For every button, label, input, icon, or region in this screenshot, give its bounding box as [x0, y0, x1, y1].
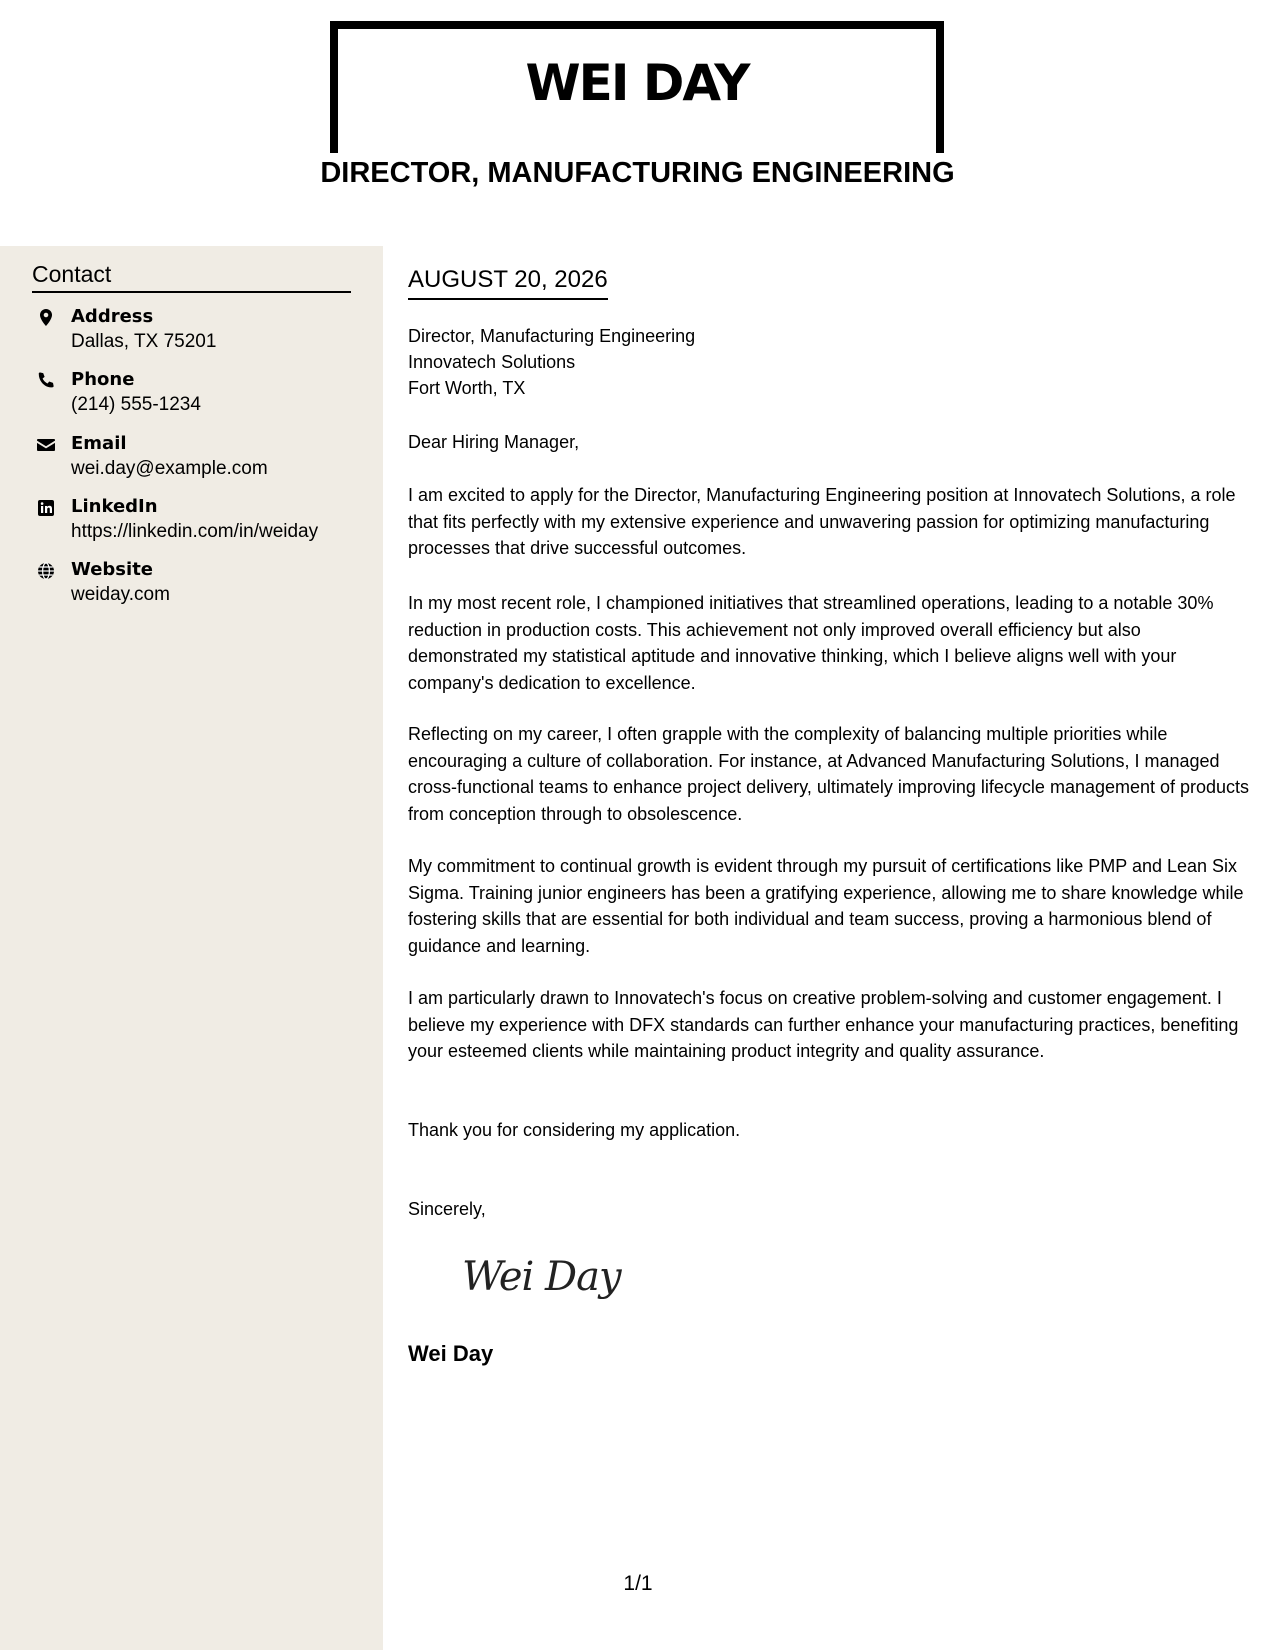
letter-paragraph: I am excited to apply for the Director, Manufacturing Engineering position at Innovatech Solutions, a role that fits perfectly with my extensive experience and unwavering passion for optimizing manufacturing processes that drive successful outcomes. — [408, 485, 1236, 558]
closing: Sincerely, — [408, 1199, 486, 1219]
contact-label: Phone — [71, 369, 135, 390]
contact-item-linkedin — [32, 495, 372, 551]
page-number: 1/1 — [623, 1572, 653, 1595]
contact-item-phone — [32, 368, 372, 424]
contact-item-address — [32, 305, 372, 361]
letter-paragraph: Reflecting on my career, I often grapple with the complexity of balancing multiple priorities while encouraging a culture of collaboration. For instance, at Advanced Manufacturing Solutions, I managed cross-functional teams to enhance project delivery, ultimately improving lifecycle management of products from conception through to obsolescence. — [408, 724, 1250, 824]
contact-label: LinkedIn — [71, 496, 158, 517]
signer-name: Wei Day — [408, 1341, 494, 1366]
phone-value: (214) 555-1234 — [71, 394, 201, 415]
contact-item-website — [32, 558, 372, 614]
globe-icon — [36, 561, 56, 581]
recipient-block — [408, 323, 695, 401]
linkedin-icon — [36, 498, 56, 518]
email-value[interactable]: wei.day@example.com — [71, 458, 268, 479]
recipient-location: Fort Worth, TX — [408, 378, 526, 398]
address-value: Dallas, TX 75201 — [71, 331, 217, 352]
map-pin-icon — [36, 308, 56, 328]
job-title: DIRECTOR, MANUFACTURING ENGINEERING — [300, 155, 975, 191]
applicant-name: WEI DAY — [525, 54, 749, 112]
letter-paragraph: My commitment to continual growth is evident through my pursuit of certifications like PMP and Lean Six Sigma. Training junior engineers has been a gratifying experience, allowing me to share knowledge while fostering skills that are essential for both individual and team success, proving a harmonious blend of guidance and learning. — [408, 856, 1244, 956]
contact-label: Address — [71, 306, 154, 327]
website-value[interactable]: weiday.com — [71, 584, 170, 605]
recipient-company: Innovatech Solutions — [408, 352, 576, 372]
letter-date: AUGUST 20, 2026 — [408, 264, 608, 300]
handwritten-signature: Wei Day — [462, 1254, 621, 1300]
contact-heading: Contact — [32, 260, 351, 293]
phone-icon — [36, 371, 56, 391]
contact-label: Website — [71, 559, 154, 580]
linkedin-value[interactable]: https://linkedin.com/in/weiday — [71, 521, 319, 542]
contact-label: Email — [71, 433, 127, 454]
salutation: Dear Hiring Manager, — [408, 432, 580, 452]
envelope-icon — [36, 435, 56, 455]
letter-paragraph: I am particularly drawn to Innovatech's focus on creative problem-solving and customer engagement. I believe my experience with DFX standards can further enhance your manufacturing practices, benefiting your esteemed clients while maintaining product integrity and quality assurance. — [408, 988, 1239, 1061]
letter-paragraph: In my most recent role, I championed initiatives that streamlined operations, leading to a notable 30% reduction in production costs. This achievement not only improved overall efficiency but also demonstrated my statistical aptitude and innovative thinking, which I believe aligns well with your company's dedication to excellence. — [408, 593, 1214, 693]
letter-paragraph: Thank you for considering my application. — [408, 1120, 741, 1140]
contact-sidebar — [0, 246, 383, 1650]
contact-item-email — [32, 432, 372, 488]
recipient-title: Director, Manufacturing Engineering — [408, 326, 696, 346]
